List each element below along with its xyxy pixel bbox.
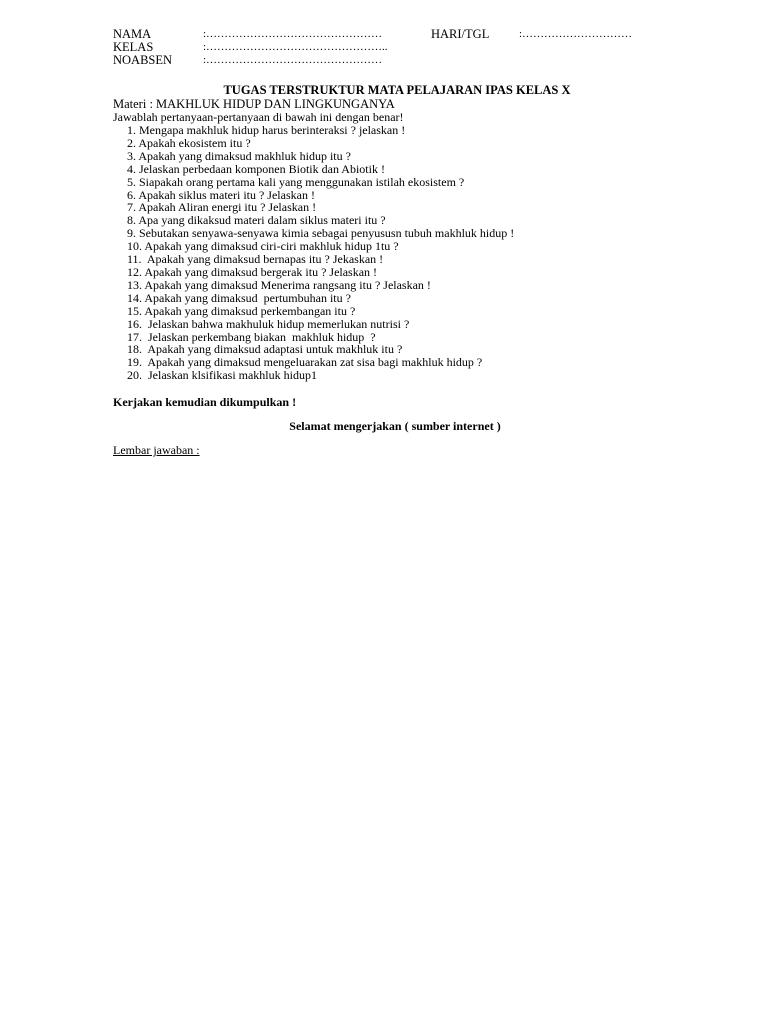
header-row-noabsen — [113, 54, 713, 67]
question-item: 7. Apakah Aliran energi itu ? Jelaskan ! — [127, 200, 317, 215]
header-row-kelas — [113, 41, 713, 54]
question-item: 14. Apakah yang dimaksud pertumbuhan itu ? — [127, 290, 351, 305]
question-item: 13. Apakah yang dimaksud Menerima rangsang itu ? Jelaskan ! — [127, 277, 431, 292]
question-item: 11. Apakah yang dimaksud bernapas itu ? Jekaskan ! — [127, 252, 384, 267]
kelas-field: :………………………………………….. — [203, 41, 388, 53]
instruction-line: Jawablah pertanyaan-pertanyaan di bawah ini dengan benar! — [113, 110, 404, 124]
question-item: 5. Siapakah orang pertama kali yang menggunakan istilah ekosistem ? — [127, 174, 465, 189]
question-item: 9. Sebutakan senyawa-senyawa kimia sebagai penyususn tubuh makhluk hidup ! — [127, 226, 515, 241]
question-item: 4. Jelaskan perbedaan komponen Biotik dan Abiotik ! — [127, 161, 385, 176]
question-item: 2. Apakah ekosistem itu ? — [127, 135, 251, 150]
closing-greeting: Selamat mengerjakan ( sumber internet ) — [289, 419, 501, 434]
question-item: 1. Mengapa makhluk hidup harus berinteraksi ? jelaskan ! — [127, 123, 406, 137]
question-item: 18. Apakah yang dimaksud adaptasi untuk makhluk itu ? — [127, 342, 403, 357]
closing-instruction: Kerjakan kemudian dikumpulkan ! — [113, 395, 297, 410]
document-page — [113, 28, 713, 457]
answer-sheet-label: Lembar jawaban : — [113, 443, 200, 458]
noabsen-field: :………………………………………… — [203, 54, 383, 66]
noabsen-label: NOABSEN — [113, 53, 173, 67]
question-item: 20. Jelaskan klsifikasi makhluk hidup1 — [127, 368, 317, 383]
materi-line: Materi : MAKHLUK HIDUP DAN LINGKUNGANYA — [113, 97, 395, 111]
question-list — [113, 124, 713, 382]
header-row-nama — [113, 28, 713, 41]
kelas-label: KELAS — [113, 40, 154, 54]
question-item: 8. Apa yang dikaksud materi dalam siklus materi itu ? — [127, 213, 386, 228]
question-item: 17. Jelaskan perkembang biakan makhluk hidup ? — [127, 329, 376, 344]
question-item: 19. Apakah yang dimaksud mengeluarakan zat sisa bagi makhluk hidup ? — [127, 355, 483, 370]
question-item: 10. Apakah yang dimaksud ciri-ciri makhluk hidup 1tu ? — [127, 239, 399, 254]
document-title: TUGAS TERSTRUKTUR MATA PELAJARAN IPAS KELAS X — [223, 83, 571, 97]
hari-tgl-field: :………………………… — [519, 28, 633, 40]
question-item: 15. Apakah yang dimaksud perkembangan itu ? — [127, 303, 356, 318]
question-item: 6. Apakah siklus materi itu ? Jelaskan ! — [127, 187, 315, 202]
nama-field: :………………………………………… — [203, 28, 383, 40]
question-item: 16. Jelaskan bahwa makhuluk hidup memerlukan nutrisi ? — [127, 316, 410, 331]
hari-tgl-label: HARI/TGL — [431, 27, 490, 41]
nama-label: NAMA — [113, 27, 152, 41]
question-item: 3. Apakah yang dimaksud makhluk hidup itu ? — [127, 148, 351, 163]
question-item: 12. Apakah yang dimaksud bergerak itu ? Jelaskan ! — [127, 264, 378, 279]
